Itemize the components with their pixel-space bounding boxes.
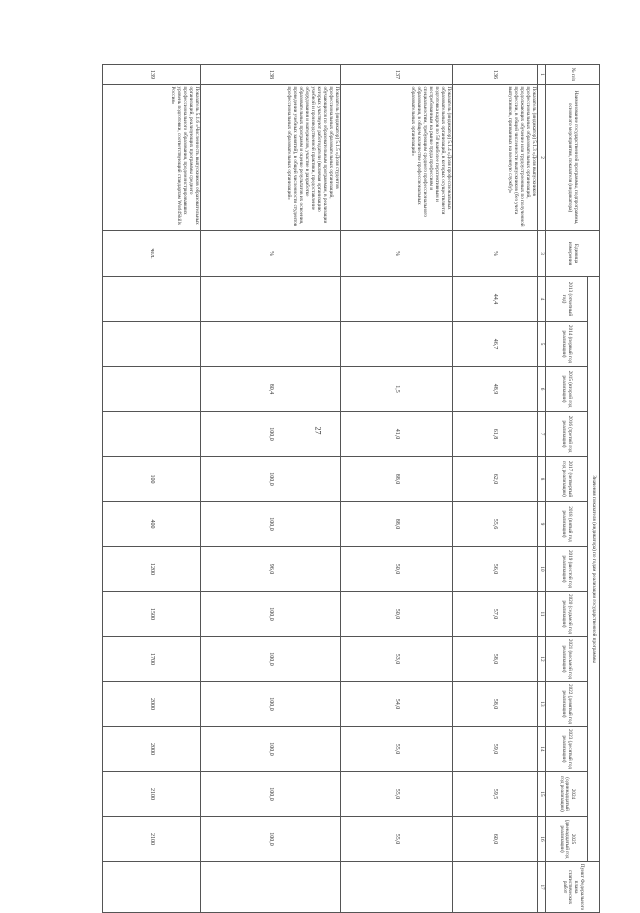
value-cell: 54,0 <box>340 682 452 727</box>
column-number: 10 <box>538 547 546 592</box>
value-cell: 2100 <box>103 772 201 817</box>
row-number: 136 <box>452 65 537 85</box>
value-cell: 53,0 <box>340 637 452 682</box>
row-number: 139 <box>103 65 201 85</box>
value-cell: 100,0 <box>200 772 340 817</box>
value-cell <box>103 367 201 412</box>
column-number: 3 <box>538 231 546 277</box>
unit-cell: % <box>452 231 537 277</box>
value-cell <box>200 277 340 322</box>
indicator-name: Показатель (индикатор) 5.1.3 «Доля выпускников профессиональных образовательных организаций, продолжающих обучение или трудоустроенных по полученной профессии, в общей численности выпускников (без учета выпускников, призванных на военную службу)» <box>452 85 537 231</box>
column-number: 7 <box>538 412 546 457</box>
table-row <box>200 65 340 913</box>
value-cell: 61,8 <box>452 412 537 457</box>
value-cell: 55,6 <box>452 502 537 547</box>
plan-cell <box>340 862 452 913</box>
value-cell: 50,0 <box>340 592 452 637</box>
value-cell: 100,0 <box>200 682 340 727</box>
value-cell: 400 <box>103 502 201 547</box>
value-cell: 59,5 <box>452 772 537 817</box>
value-cell: 100,0 <box>200 817 340 862</box>
header-year: 2024 (одиннадцатый год реализации) <box>546 772 588 817</box>
value-cell <box>340 322 452 367</box>
column-number: 9 <box>538 502 546 547</box>
value-cell <box>103 322 201 367</box>
value-cell <box>103 412 201 457</box>
value-cell: 100,0 <box>200 457 340 502</box>
plan-cell <box>103 862 201 913</box>
header-plan: Пункт Федерального плана статистических работ <box>546 862 600 913</box>
header-num: № п/п <box>546 65 600 85</box>
value-cell: 58,0 <box>452 637 537 682</box>
value-cell: 96,0 <box>200 547 340 592</box>
column-number: 2 <box>538 85 546 231</box>
value-cell: 100,0 <box>200 727 340 772</box>
value-cell: 1200 <box>103 547 201 592</box>
value-cell: 41,0 <box>340 412 452 457</box>
value-cell: 46,7 <box>452 322 537 367</box>
header-year: 2025 (двенадцатый год реализации) <box>546 817 588 862</box>
column-number: 16 <box>538 817 546 862</box>
value-cell: 1700 <box>103 637 201 682</box>
value-cell: 2000 <box>103 682 201 727</box>
value-cell: 55,0 <box>340 817 452 862</box>
value-cell: 1,5 <box>340 367 452 412</box>
value-cell: 59,0 <box>452 727 537 772</box>
row-number: 137 <box>340 65 452 85</box>
indicator-table-sheet <box>102 64 600 911</box>
value-cell: 57,0 <box>452 592 537 637</box>
row-number: 138 <box>200 65 340 85</box>
unit-cell: % <box>340 231 452 277</box>
value-cell: 55,0 <box>340 727 452 772</box>
column-number: 1 <box>538 65 546 85</box>
unit-cell: чел. <box>103 231 201 277</box>
header-unit: Единица измерения <box>546 231 600 277</box>
value-cell: 48,9 <box>452 367 537 412</box>
header-year: 2020 (седьмой год реализации) <box>546 592 588 637</box>
header-year: 2014 (первый год реализации) <box>546 322 588 367</box>
value-cell: 100,0 <box>200 637 340 682</box>
value-cell: 80,4 <box>200 367 340 412</box>
value-cell: 88,0 <box>340 502 452 547</box>
table-row <box>452 65 537 913</box>
indicator-name: Показатель (индикатор) 5.1.4 «Доля профессиональных образовательных организаций, в которых осуществляется подготовка кадров по 50 наиболее перспективным и востребованным на рынке труда профессиям и специальностям, требующим среднего профессионального образования, в общем количестве профессиональных образовательных организаций» <box>340 85 452 231</box>
value-cell: 100,0 <box>200 412 340 457</box>
header-year: 2019 (шестой год реализации) <box>546 547 588 592</box>
header-year: 2016 (третий год реализации) <box>546 412 588 457</box>
unit-cell: % <box>200 231 340 277</box>
value-cell: 58,0 <box>452 682 537 727</box>
header-year: 2023 (десятый год реализации) <box>546 727 588 772</box>
column-number: 14 <box>538 727 546 772</box>
value-cell: 55,0 <box>340 772 452 817</box>
column-number: 13 <box>538 682 546 727</box>
column-number: 12 <box>538 637 546 682</box>
header-year: 2015 (второй год реализации) <box>546 367 588 412</box>
plan-cell <box>200 862 340 913</box>
value-cell: 88,0 <box>340 457 452 502</box>
value-cell: 56,0 <box>452 547 537 592</box>
value-cell: 100,0 <box>200 502 340 547</box>
table-row <box>340 65 452 913</box>
column-number: 11 <box>538 592 546 637</box>
value-cell: 100 <box>103 457 201 502</box>
indicator-name: Показатель 5.1.6 «Численность выпускников образовательных организаций, реализующих программы среднего профессионального образования, продемонстрировавших уровень подготовки, соответствующий стандартам WorldSkills Россия» <box>103 85 201 231</box>
value-cell: 2000 <box>103 727 201 772</box>
header-year: 2013 (отчетный год) <box>546 277 588 322</box>
header-name: Наименование государственной программы, подпрограммы, основного мероприятия, показателя (индикатора) <box>546 85 600 231</box>
table-row <box>103 65 201 913</box>
value-cell: 50,0 <box>340 547 452 592</box>
header-values-group: Значения показателя (индикатора) по годам реализации государственной программы <box>588 277 600 862</box>
value-cell <box>200 322 340 367</box>
value-cell <box>340 277 452 322</box>
header-year: 2021 (восьмой год реализации) <box>546 637 588 682</box>
column-number: 8 <box>538 457 546 502</box>
column-number: 15 <box>538 772 546 817</box>
column-number: 6 <box>538 367 546 412</box>
value-cell: 44,4 <box>452 277 537 322</box>
column-number: 5 <box>538 322 546 367</box>
column-number: 4 <box>538 277 546 322</box>
header-year: 2018 (пятый год реализации) <box>546 502 588 547</box>
value-cell: 1500 <box>103 592 201 637</box>
header-year: 2022 (девятый год реализации) <box>546 682 588 727</box>
value-cell <box>103 277 201 322</box>
value-cell: 62,0 <box>452 457 537 502</box>
indicator-table <box>102 64 600 913</box>
header-year: 2017 (четвертый год реализации) <box>546 457 588 502</box>
value-cell: 60,0 <box>452 817 537 862</box>
value-cell: 100,0 <box>200 592 340 637</box>
column-number: 17 <box>538 862 546 913</box>
page-number: 27 <box>313 426 323 435</box>
indicator-name: Показатель (индикатор) 5.1.5 «Доля студентов профессиональных образовательных организаций, обучающихся по образовательным программам, в реализации которых участвуют работодатели (включая организацию учебной и производственной практики, предоставление оборудования и материалов, участие в разработке образовательных программ и оценке результатов их освоения, проведении учебных занятий), в общей численности студентов профессиональных образовательных организаций» <box>200 85 340 231</box>
plan-cell <box>452 862 537 913</box>
value-cell: 2100 <box>103 817 201 862</box>
